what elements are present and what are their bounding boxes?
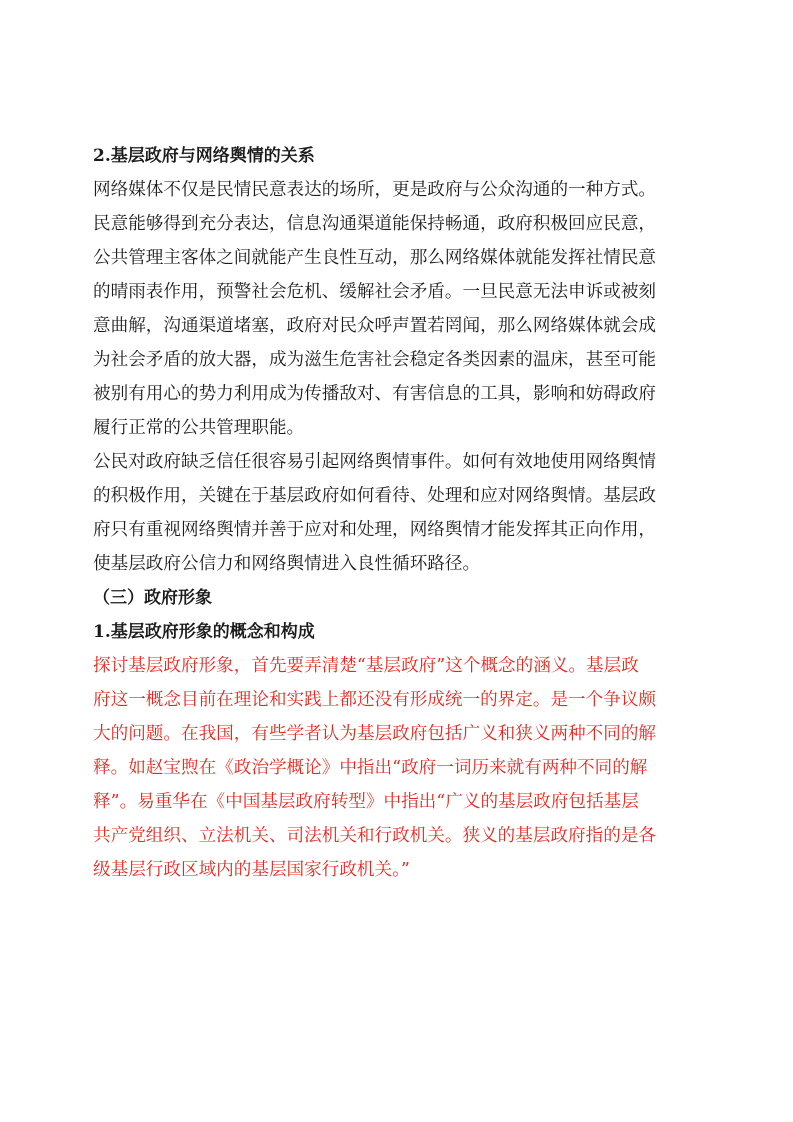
paragraph-line: 民意能够得到充分表达，信息沟通渠道能保持畅通，政府积极回应民意， bbox=[93, 214, 657, 234]
paragraph-2 bbox=[93, 445, 703, 581]
paragraph-line: 级基层行政区域内的基层国家行政机关。” bbox=[93, 860, 410, 880]
paragraph-line: 府只有重视网络舆情并善于应对和处理，网络舆情才能发挥其正向作用， bbox=[93, 520, 657, 540]
paragraph-line: 网络媒体不仅是民情民意表达的场所，更是政府与公众沟通的一种方式。 bbox=[93, 180, 657, 200]
paragraph-line: 大的问题。在我国，有些学者认为基层政府包括广义和狭义两种不同的解 bbox=[93, 724, 657, 744]
paragraph-line: 共产党组织、立法机关、司法机关和行政机关。狭义的基层政府指的是各 bbox=[93, 826, 657, 846]
section-3-heading: （三）政府形象 bbox=[93, 588, 212, 608]
paragraph-line: 被别有用心的势力利用成为传播敌对、有害信息的工具，影响和妨碍政府 bbox=[93, 384, 657, 404]
document-page bbox=[93, 139, 703, 887]
paragraph-line: 公民对政府缺乏信任很容易引起网络舆情事件。如何有效地使用网络舆情 bbox=[93, 452, 657, 472]
subsection-1-heading: 1.基层政府形象的概念和构成 bbox=[93, 622, 315, 642]
paragraph-line: 履行正常的公共管理职能。 bbox=[93, 418, 305, 438]
paragraph-3-highlighted bbox=[93, 649, 703, 887]
paragraph-line: 使基层政府公信力和网络舆情进入良性循环路径。 bbox=[93, 554, 481, 574]
paragraph-line: 释。如赵宝煦在《政治学概论》中指出“政府一词历来就有两种不同的解 bbox=[93, 758, 648, 778]
section-2-heading: 2.基层政府与网络舆情的关系 bbox=[93, 146, 315, 166]
paragraph-line: 探讨基层政府形象，首先要弄清楚“基层政府”这个概念的涵义。基层政 bbox=[93, 656, 639, 676]
paragraph-1 bbox=[93, 173, 703, 445]
paragraph-line: 公共管理主客体之间就能产生良性互动，那么网络媒体就能发挥社情民意 bbox=[93, 248, 657, 268]
paragraph-line: 府这一概念目前在理论和实践上都还没有形成统一的界定。是一个争议颇 bbox=[93, 690, 657, 710]
paragraph-line: 的晴雨表作用，预警社会危机、缓解社会矛盾。一旦民意无法申诉或被刻 bbox=[93, 282, 657, 302]
paragraph-line: 释”。易重华在《中国基层政府转型》中指出“广义的基层政府包括基层 bbox=[93, 792, 639, 812]
paragraph-line: 意曲解，沟通渠道堵塞，政府对民众呼声置若罔闻，那么网络媒体就会成 bbox=[93, 316, 657, 336]
paragraph-line: 的积极作用，关键在于基层政府如何看待、处理和应对网络舆情。基层政 bbox=[93, 486, 657, 506]
paragraph-line: 为社会矛盾的放大器，成为滋生危害社会稳定各类因素的温床，甚至可能 bbox=[93, 350, 657, 370]
